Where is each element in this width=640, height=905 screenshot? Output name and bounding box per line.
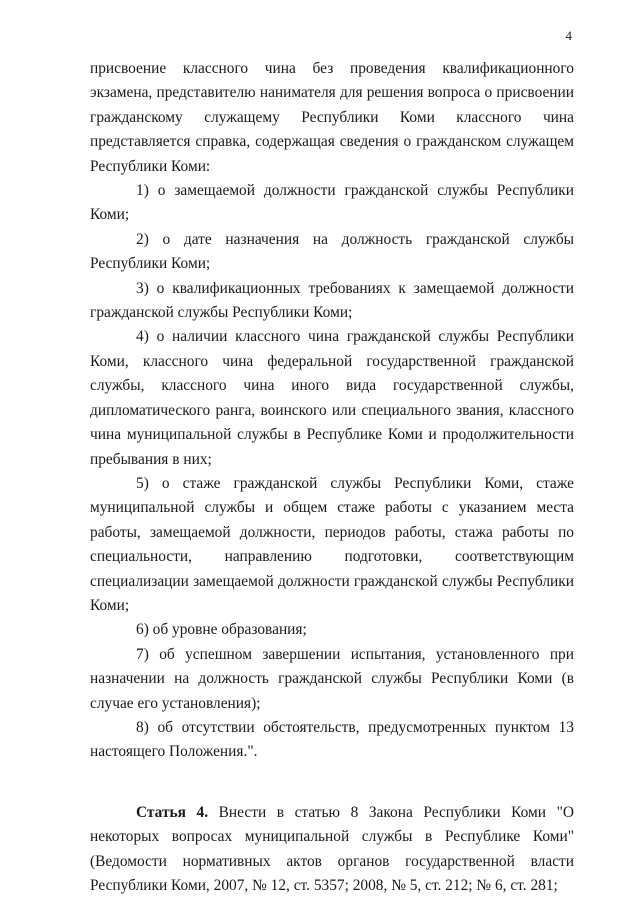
article-heading: Статья 4. — [136, 803, 209, 821]
list-item-7: 7) об успешном завершении испытания, установленного при назначении на должность гражданской службы Республики Коми (в случае его установления); — [90, 645, 574, 712]
list-item-8: 8) об отсутствии обстоятельств, предусмотренных пунктом 13 настоящего Положения.". — [90, 718, 574, 761]
list-item-1: 1) о замещаемой должности гражданской службы Республики Коми; — [90, 182, 574, 224]
article-text: Внести в статью 8 Закона Республики Коми "О некоторых вопросах муниципальной службы в Республике Коми" (Ведомости нормативных актов органов государственной власти Республики Коми, 2007, № 12, ст. 5357; 2008, № 5, ст. 212; № 6, ст. 281; — [90, 803, 574, 894]
paragraph-intro: присвоение классного чина без проведения квалификационного экзамена, представителю нанимателя для решения вопроса о присвоении гражданскому служащему Республики Коми классного чина представляется справка, содержащая сведения о гражданском служащем Республики Коми: — [90, 60, 574, 175]
list-item-2: 2) о дате назначения на должность гражданской службы Республики Коми; — [90, 230, 574, 273]
list-item-5: 5) о стаже гражданской службы Республики Коми, стаже муниципальной службы и общем стаже работы с указанием места работы, замещаемой должности, периодов работы, стажа работы по специальности, направлению подготовки, соответствующим специализации замещаемой должности гражданской службы Республики Коми; — [90, 474, 574, 614]
article-4-paragraph — [90, 801, 574, 899]
list-item-3: 3) о квалификационных требованиях к замещаемой должности гражданской службы Республики Коми; — [90, 279, 574, 322]
list-item-6: 6) об уровне образования; — [136, 621, 307, 639]
page-number: 4 — [565, 28, 572, 43]
document-body — [90, 57, 574, 898]
list-item-4: 4) о наличии классного чина гражданской службы Республики Коми, классного чина федеральной государственной гражданской службы, классного чина иного вида государственной службы, дипломатического ранга, воинского или специального звания, классного чина муниципальной службы в Республике Коми и продолжительности пребывания в них; — [90, 328, 574, 468]
